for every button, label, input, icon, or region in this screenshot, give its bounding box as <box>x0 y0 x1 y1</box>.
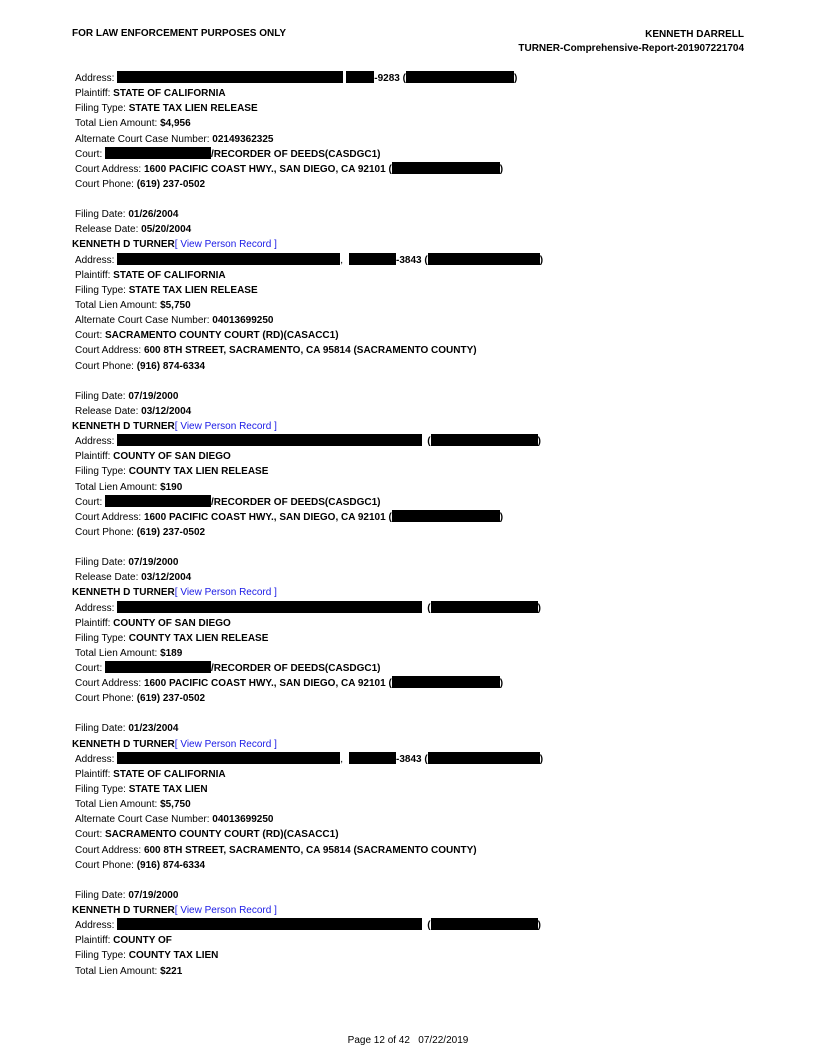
court-address-value: 1600 PACIFIC COAST HWY., SAN DIEGO, CA 92101 ( <box>143 511 392 523</box>
address-end: ) <box>537 920 541 932</box>
address-separator: , <box>340 254 344 266</box>
court-address-line <box>72 510 752 525</box>
header-report-id: TURNER-Comprehensive-Report-201907221704 <box>518 43 744 54</box>
address-end: ) <box>537 602 541 614</box>
plaintiff-line <box>72 933 752 948</box>
court-phone-line <box>72 177 752 192</box>
court-address-label: Court Address: <box>75 844 142 856</box>
person-name: KENNETH D TURNER <box>72 420 175 432</box>
release-date-label: Release Date: <box>75 572 139 584</box>
filing-date-line <box>72 721 752 736</box>
court-phone-line <box>72 359 752 374</box>
plaintiff-line <box>72 616 752 631</box>
total-lien-line <box>72 480 752 495</box>
filing-type-label: Filing Type: <box>75 284 126 296</box>
person-name-line <box>72 585 752 600</box>
alt-case-value: 04013699250 <box>212 315 274 327</box>
address-line <box>72 752 752 767</box>
alt-case-label: Alternate Court Case Number: <box>75 315 210 327</box>
court-line <box>72 328 752 343</box>
person-name: KENNETH D TURNER <box>72 738 175 750</box>
total-lien-label: Total Lien Amount: <box>75 799 158 811</box>
address-paren: ( <box>427 436 431 448</box>
total-lien-value: $190 <box>160 481 183 493</box>
plaintiff-line <box>72 86 752 101</box>
address-suffix: -3843 ( <box>396 753 428 765</box>
alt-case-line <box>72 812 752 827</box>
filing-date-value: 07/19/2000 <box>128 557 179 569</box>
alt-case-line <box>72 132 752 147</box>
plaintiff-line <box>72 449 752 464</box>
redaction-block <box>117 918 422 930</box>
total-lien-label: Total Lien Amount: <box>75 965 158 977</box>
plaintiff-label: Plaintiff: <box>75 617 111 629</box>
total-lien-line <box>72 964 752 979</box>
filing-date-label: Filing Date: <box>75 390 126 402</box>
view-person-record-link[interactable]: [ View Person Record ] <box>174 905 277 917</box>
court-line <box>72 661 752 676</box>
address-line <box>72 71 752 86</box>
filing-type-label: Filing Type: <box>75 103 126 115</box>
filing-type-label: Filing Type: <box>75 784 126 796</box>
lien-record <box>72 207 752 374</box>
total-lien-line <box>72 298 752 313</box>
address-label: Address: <box>75 254 115 266</box>
release-date-line <box>72 570 752 585</box>
filing-date-line <box>72 555 752 570</box>
court-phone-line <box>72 691 752 706</box>
court-address-value: 600 8TH STREET, SACRAMENTO, CA 95814 (SACRAMENTO COUNTY) <box>143 345 477 357</box>
page-number: Page 12 of 42 <box>347 1035 410 1046</box>
lien-record <box>72 888 752 979</box>
court-address-line <box>72 843 752 858</box>
redaction-block <box>349 253 396 265</box>
filing-type-line <box>72 464 752 479</box>
court-phone-value: (619) 237-0502 <box>136 693 206 705</box>
court-address-line <box>72 676 752 691</box>
address-line <box>72 253 752 268</box>
filing-date-value: 07/19/2000 <box>128 390 179 402</box>
court-address-line <box>72 343 752 358</box>
lien-record <box>72 721 752 872</box>
person-name-line <box>72 903 752 918</box>
alt-case-value: 02149362325 <box>212 133 274 145</box>
alt-case-label: Alternate Court Case Number: <box>75 814 210 826</box>
total-lien-label: Total Lien Amount: <box>75 647 158 659</box>
filing-type-value: COUNTY TAX LIEN <box>128 950 219 962</box>
court-line <box>72 147 752 162</box>
court-label: Court: <box>75 663 103 675</box>
redaction-block <box>431 434 538 446</box>
alt-case-value: 04013699250 <box>212 814 274 826</box>
court-phone-label: Court Phone: <box>75 360 134 372</box>
person-name: KENNETH D TURNER <box>72 239 175 251</box>
plaintiff-label: Plaintiff: <box>75 269 111 281</box>
court-phone-value: (619) 237-0502 <box>136 178 206 190</box>
release-date-value: 03/12/2004 <box>141 572 192 584</box>
person-name-line <box>72 419 752 434</box>
filing-type-value: STATE TAX LIEN RELEASE <box>128 103 258 115</box>
address-end: ) <box>539 254 544 266</box>
filing-type-line <box>72 101 752 116</box>
filing-date-line <box>72 888 752 903</box>
court-value: /RECORDER OF DEEDS(CASDGC1) <box>211 148 381 160</box>
court-phone-value: (619) 237-0502 <box>136 526 206 538</box>
view-person-record-link[interactable]: [ View Person Record ] <box>174 587 277 599</box>
filing-date-value: 01/23/2004 <box>128 723 179 735</box>
court-line <box>72 495 752 510</box>
filing-type-line <box>72 782 752 797</box>
view-person-record-link[interactable]: [ View Person Record ] <box>174 420 277 432</box>
court-phone-label: Court Phone: <box>75 693 134 705</box>
redaction-block <box>406 71 514 83</box>
address-label: Address: <box>75 436 115 448</box>
header-confidentiality-notice: FOR LAW ENFORCEMENT PURPOSES ONLY <box>72 28 287 39</box>
address-paren: ( <box>427 602 431 614</box>
person-name: KENNETH D TURNER <box>72 905 175 917</box>
filing-type-label: Filing Type: <box>75 632 126 644</box>
total-lien-value: $5,750 <box>160 799 191 811</box>
total-lien-label: Total Lien Amount: <box>75 118 158 130</box>
court-label: Court: <box>75 496 103 508</box>
address-line <box>72 434 752 449</box>
address-label: Address: <box>75 73 115 84</box>
total-lien-value: $4,956 <box>160 118 191 130</box>
total-lien-value: $221 <box>160 965 183 977</box>
redaction-block <box>117 752 340 764</box>
court-address-end: ) <box>499 678 504 690</box>
report-date: 07/22/2019 <box>418 1035 469 1046</box>
court-value: SACRAMENTO COUNTY COURT (RD)(CASACC1) <box>105 330 339 342</box>
redaction-block <box>346 71 374 83</box>
plaintiff-line <box>72 268 752 283</box>
filing-type-value: COUNTY TAX LIEN RELEASE <box>128 632 269 644</box>
court-address-label: Court Address: <box>75 678 142 690</box>
court-phone-label: Court Phone: <box>75 178 134 190</box>
plaintiff-value: STATE OF CALIFORNIA <box>113 88 226 100</box>
court-label: Court: <box>75 829 103 841</box>
court-address-line <box>72 162 752 177</box>
court-address-value: 1600 PACIFIC COAST HWY., SAN DIEGO, CA 92101 ( <box>143 678 392 690</box>
court-label: Court: <box>75 330 103 342</box>
person-name-line <box>72 737 752 752</box>
filing-type-value: STATE TAX LIEN RELEASE <box>128 284 258 296</box>
address-line <box>72 918 752 933</box>
person-name-line <box>72 237 752 252</box>
plaintiff-line <box>72 767 752 782</box>
redaction-block <box>428 752 540 764</box>
total-lien-line <box>72 116 752 131</box>
filing-type-label: Filing Type: <box>75 950 126 962</box>
person-name: KENNETH D TURNER <box>72 587 175 599</box>
filing-date-label: Filing Date: <box>75 209 126 221</box>
filing-date-value: 01/26/2004 <box>128 209 179 221</box>
total-lien-value: $5,750 <box>160 299 191 311</box>
total-lien-line <box>72 797 752 812</box>
court-address-value: 1600 PACIFIC COAST HWY., SAN DIEGO, CA 92101 ( <box>143 163 392 175</box>
court-address-label: Court Address: <box>75 345 142 357</box>
filing-date-label: Filing Date: <box>75 723 126 735</box>
filing-type-line <box>72 631 752 646</box>
court-label: Court: <box>75 148 103 160</box>
filing-type-line <box>72 948 752 963</box>
redaction-block <box>117 71 343 83</box>
filing-type-label: Filing Type: <box>75 466 126 478</box>
court-line <box>72 827 752 842</box>
release-date-label: Release Date: <box>75 224 139 236</box>
court-address-label: Court Address: <box>75 511 142 523</box>
court-phone-label: Court Phone: <box>75 526 134 538</box>
page-footer <box>0 1035 816 1046</box>
plaintiff-value: STATE OF CALIFORNIA <box>113 269 226 281</box>
filing-date-label: Filing Date: <box>75 557 126 569</box>
court-phone-line <box>72 858 752 873</box>
plaintiff-label: Plaintiff: <box>75 451 111 463</box>
redaction-block <box>105 661 211 673</box>
redaction-block <box>117 253 340 265</box>
court-phone-label: Court Phone: <box>75 859 134 871</box>
release-date-line <box>72 404 752 419</box>
address-suffix: -9283 ( <box>374 73 406 84</box>
header-report-title <box>518 28 744 56</box>
view-person-record-link[interactable]: [ View Person Record ] <box>174 239 277 251</box>
alt-case-label: Alternate Court Case Number: <box>75 133 210 145</box>
filing-date-line <box>72 389 752 404</box>
alt-case-line <box>72 313 752 328</box>
court-address-value: 600 8TH STREET, SACRAMENTO, CA 95814 (SACRAMENTO COUNTY) <box>143 844 477 856</box>
redaction-block <box>431 601 538 613</box>
lien-records <box>72 71 752 994</box>
redaction-block <box>392 510 500 522</box>
plaintiff-label: Plaintiff: <box>75 768 111 780</box>
filing-type-line <box>72 283 752 298</box>
redaction-block <box>105 147 211 159</box>
court-phone-value: (916) 874-6334 <box>136 859 206 871</box>
lien-record <box>72 555 752 706</box>
address-label: Address: <box>75 602 115 614</box>
court-address-end: ) <box>499 511 504 523</box>
court-address-label: Court Address: <box>75 163 142 175</box>
plaintiff-value: STATE OF CALIFORNIA <box>113 768 226 780</box>
total-lien-label: Total Lien Amount: <box>75 299 158 311</box>
release-date-label: Release Date: <box>75 405 139 417</box>
redaction-block <box>117 601 422 613</box>
redaction-block <box>392 676 500 688</box>
header-subject-name: KENNETH DARRELL <box>645 29 744 40</box>
address-end: ) <box>537 436 541 448</box>
lien-record <box>72 71 752 192</box>
redaction-block <box>392 162 500 174</box>
court-value: SACRAMENTO COUNTY COURT (RD)(CASACC1) <box>105 829 339 841</box>
plaintiff-value: COUNTY OF SAN DIEGO <box>113 451 231 463</box>
release-date-value: 03/12/2004 <box>141 405 192 417</box>
redaction-block <box>117 434 422 446</box>
court-value: /RECORDER OF DEEDS(CASDGC1) <box>211 496 381 508</box>
total-lien-line <box>72 646 752 661</box>
plaintiff-label: Plaintiff: <box>75 88 111 100</box>
court-phone-line <box>72 525 752 540</box>
address-end: ) <box>513 73 518 84</box>
filing-date-line <box>72 207 752 222</box>
address-label: Address: <box>75 920 115 932</box>
plaintiff-value: COUNTY OF SAN DIEGO <box>113 617 231 629</box>
redaction-block <box>105 495 211 507</box>
filing-type-value: COUNTY TAX LIEN RELEASE <box>128 466 269 478</box>
filing-date-value: 07/19/2000 <box>128 889 179 901</box>
address-end: ) <box>539 753 544 765</box>
lien-record <box>72 389 752 540</box>
redaction-block <box>431 918 538 930</box>
address-label: Address: <box>75 753 115 765</box>
address-paren: ( <box>427 920 431 932</box>
filing-date-label: Filing Date: <box>75 889 126 901</box>
release-date-value: 05/20/2004 <box>141 224 192 236</box>
release-date-line <box>72 222 752 237</box>
court-address-end: ) <box>499 163 504 175</box>
redaction-block <box>428 253 540 265</box>
court-phone-value: (916) 874-6334 <box>136 360 206 372</box>
plaintiff-value: COUNTY OF <box>113 935 172 947</box>
view-person-record-link[interactable]: [ View Person Record ] <box>174 738 277 750</box>
redaction-block <box>349 752 396 764</box>
plaintiff-label: Plaintiff: <box>75 935 111 947</box>
address-line <box>72 601 752 616</box>
court-value: /RECORDER OF DEEDS(CASDGC1) <box>211 663 381 675</box>
address-separator: , <box>340 753 344 765</box>
total-lien-label: Total Lien Amount: <box>75 481 158 493</box>
filing-type-value: STATE TAX LIEN <box>128 784 208 796</box>
total-lien-value: $189 <box>160 647 183 659</box>
address-suffix: -3843 ( <box>396 254 428 266</box>
